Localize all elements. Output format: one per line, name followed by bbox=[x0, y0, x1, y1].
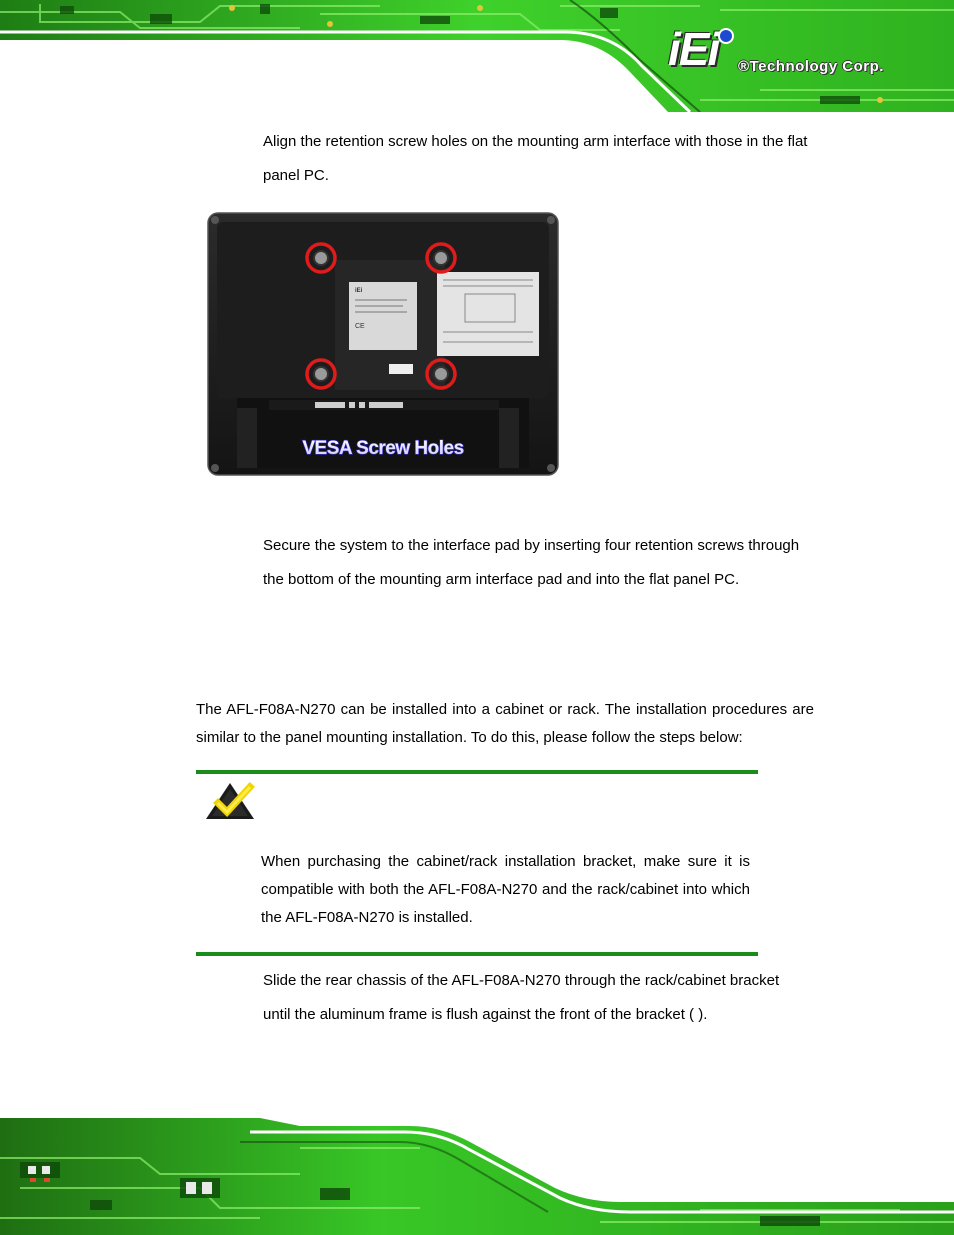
label-logo-text: iEi bbox=[355, 288, 363, 294]
step-secure-text: Secure the system to the interface pad by inserting four retention screws through the bottom of the mounting arm interface pad and into the flat panel PC. bbox=[263, 537, 800, 588]
label-ce-text: CE bbox=[355, 323, 365, 330]
logo-mark: iEi bbox=[668, 23, 719, 75]
rear-panel-photo bbox=[207, 212, 559, 476]
vesa-screw-holes-label: VESA Screw Holes bbox=[302, 438, 464, 459]
company-name: ®Technology Corp. bbox=[738, 58, 884, 75]
logo-dot-icon bbox=[718, 28, 734, 44]
intro-paragraph: The AFL-F08A-N270 can be installed into a cabinet or rack. The installation procedures are similar to the panel mounting installation. To do this, please follow the steps below: bbox=[196, 701, 814, 746]
step-slide-text: Slide the rear chassis of the AFL-F08A-N270 through the rack/cabinet bracket until the aluminum frame is flush against the front of the bracket ( ). bbox=[263, 972, 780, 1023]
note-top-rule bbox=[196, 770, 758, 774]
checkmark-note-icon bbox=[204, 781, 256, 821]
step-align-text: Align the retention screw holes on the mounting arm interface with those in the flat panel PC. bbox=[263, 133, 808, 184]
circuit-board-footer-graphic bbox=[0, 1118, 954, 1235]
note-bottom-rule bbox=[196, 952, 758, 956]
note-text: When purchasing the cabinet/rack installation bracket, make sure it is compatible with both the AFL-F08A-N270 and the rack/cabinet into which the AFL-F08A-N270 is installed. bbox=[261, 853, 750, 926]
vesa-screw-holes-figure bbox=[207, 212, 559, 476]
page-header bbox=[0, 0, 954, 112]
page-footer bbox=[0, 1118, 954, 1235]
company-logo bbox=[668, 23, 928, 82]
